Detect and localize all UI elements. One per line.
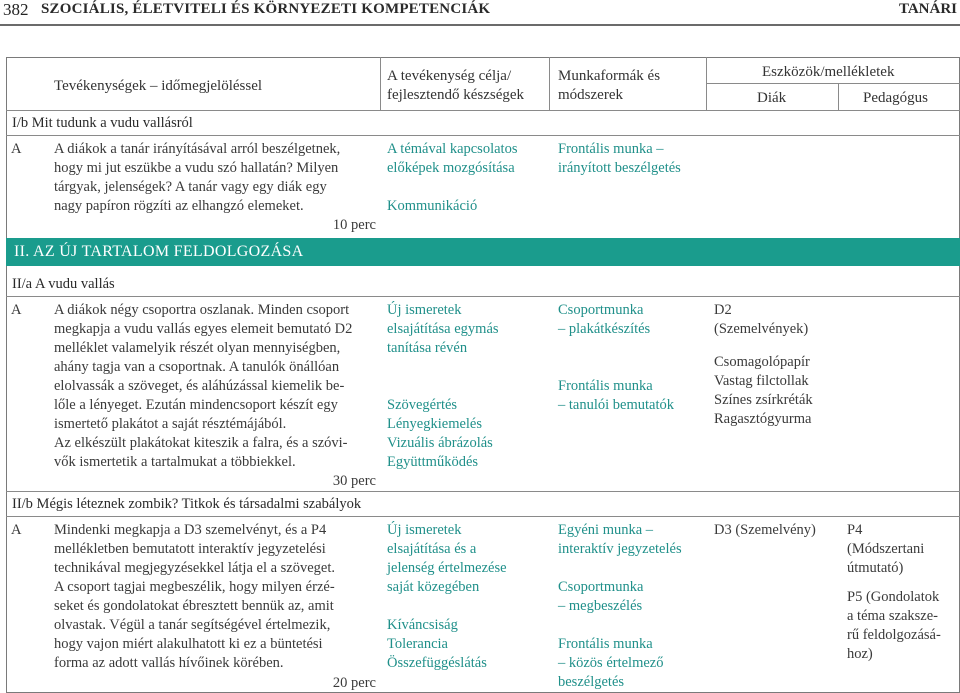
- section-2a-title: II/a A vudu vallás: [12, 276, 115, 292]
- goal-line: Kommunikáció: [387, 198, 478, 214]
- tool-line: D3 (Szemelvény): [714, 522, 816, 538]
- tool-line: D2: [714, 302, 732, 318]
- goal-line: jelenség értelmezése: [387, 560, 507, 576]
- activity-line: nagy papíron rögzíti az elhangzó elemeket.: [54, 198, 304, 214]
- header-goal-line1: A tevékenység célja/: [387, 68, 512, 84]
- goal-line: elsajátítása és a: [387, 541, 477, 557]
- activity-line: vők ismertetik a tartalmukat a többiekkel.: [54, 454, 296, 470]
- section-2a-divider: [6, 296, 960, 297]
- activity-time: 10 perc: [332, 217, 376, 233]
- goal-line: Összefüggéslátás: [387, 655, 487, 671]
- page-header: [0, 0, 960, 22]
- method-line: – plakátkészítés: [558, 321, 651, 337]
- page-label-right: TANÁRI: [898, 1, 957, 17]
- section-banner: [6, 238, 960, 266]
- banner-title: II. AZ ÚJ TARTALOM FELDOLGOZÁSA: [14, 243, 304, 260]
- activity-line: Az elkészült plakátokat kiteszik a falra, és a szóvi-: [54, 435, 348, 451]
- section-1b-goal: [387, 140, 517, 216]
- method-line: Frontális munka: [558, 636, 653, 652]
- method-line: Csoportmunka: [558, 579, 644, 595]
- tool-line: P4: [847, 522, 863, 538]
- header-methods-line2: módszerek: [558, 87, 623, 103]
- header-col-divider-2: [549, 57, 550, 110]
- section-2b-marker: A: [11, 522, 22, 538]
- activity-line: megkapja a vudu vallás egyes elemeit bemutató D2: [54, 321, 353, 337]
- tool-line: (Szemelvények): [714, 321, 809, 337]
- method-line: – közös értelmező: [558, 655, 664, 671]
- activity-line: A diákok négy csoportra oszlanak. Minden csoport: [54, 302, 350, 318]
- tool-line: P5 (Gondolatok: [847, 589, 940, 605]
- tool-line: Színes zsírkréták: [714, 392, 813, 408]
- activity-line: forma az adott vallás hívőinek körében.: [54, 655, 284, 671]
- activity-line: ahány tagja van a csoportnak. A tanulók önállóan: [54, 359, 340, 375]
- tools-subheader-divider: [706, 83, 960, 84]
- header-goal-line2: fejlesztendő készségek: [387, 87, 525, 103]
- page-number: 382: [3, 0, 29, 19]
- header-student: Diák: [757, 90, 787, 106]
- activity-line: A diákok a tanár irányításával arról beszélgetnek,: [54, 141, 341, 157]
- method-line: interaktív jegyzetelés: [558, 541, 682, 557]
- goal-line: Vizuális ábrázolás: [387, 435, 493, 451]
- goal-line: Szövegértés: [387, 397, 458, 413]
- method-line: irányított beszélgetés: [558, 160, 681, 176]
- header-col-divider-4: [838, 83, 839, 110]
- section-2a-activity: [54, 301, 376, 491]
- method-line: Egyéni munka –: [558, 522, 654, 538]
- section-1b-divider: [6, 135, 960, 136]
- header-rule: [0, 24, 960, 26]
- section-2b-methods: [558, 521, 682, 692]
- activity-line: A csoport tagjai megbeszélik, hogy milyen érzé-: [54, 579, 335, 595]
- goal-line: Új ismeretek: [387, 302, 462, 318]
- activity-line: Mindenki megkapja a D3 szemelvényt, és a P4: [54, 522, 327, 538]
- method-line: – megbeszélés: [558, 598, 643, 614]
- header-col-divider-1: [380, 57, 381, 110]
- method-line: Frontális munka –: [558, 141, 664, 157]
- section-1b-title: I/b Mit tudunk a vudu vallásról: [12, 115, 193, 131]
- goal-line: tanítása révén: [387, 340, 468, 356]
- goal-line: A témával kapcsolatos: [387, 141, 518, 157]
- activity-line: melléklet valamelyik részét olyan mennyiségben,: [54, 340, 341, 356]
- page-title: SZOCIÁLIS, ÉLETVITELI ÉS KÖRNYEZETI KOMPETENCIÁK: [41, 1, 491, 17]
- header-col-divider-3: [706, 57, 707, 110]
- section-1b-marker: A: [11, 141, 22, 157]
- header-bottom-divider: [6, 110, 960, 111]
- activity-line: elolvassák a szöveget, és aláhúzással kiemelik be-: [54, 378, 345, 394]
- section-2b-teacher-tools: [847, 521, 941, 664]
- header-tools: Eszközök/mellékletek: [762, 64, 895, 80]
- section-2b-student-tools: [714, 521, 816, 540]
- tool-line: rű feldolgozásá-: [847, 627, 941, 643]
- activity-line: hogy vajon miért alakulhatott ki ez a büntetési: [54, 636, 323, 652]
- goal-line: Új ismeretek: [387, 522, 462, 538]
- goal-line: saját közegében: [387, 579, 480, 595]
- method-line: – tanulói bemutatók: [558, 397, 674, 413]
- method-line: Csoportmunka: [558, 302, 644, 318]
- section-2b-top-divider: [6, 491, 960, 492]
- section-2b-divider: [6, 516, 960, 517]
- section-2a-student-tools: [714, 301, 813, 429]
- activity-time: 30 perc: [332, 473, 376, 489]
- section-2a-goal: [387, 301, 499, 472]
- activity-line: tárgyak, jelenségek? A tanár vagy egy diák egy: [54, 179, 327, 195]
- tool-line: Ragasztógyurma: [714, 411, 812, 427]
- section-2b-title: II/b Mégis léteznek zombik? Titkok és társadalmi szabályok: [12, 496, 362, 512]
- section-1b-methods: [558, 140, 681, 178]
- goal-line: Lényegkiemelés: [387, 416, 483, 432]
- tool-line: Vastag filctollak: [714, 373, 809, 389]
- goal-line: Együttműködés: [387, 454, 479, 470]
- tool-line: (Módszertani: [847, 541, 925, 557]
- header-teacher: Pedagógus: [863, 90, 928, 106]
- activity-time: 20 perc: [332, 675, 376, 691]
- method-line: Frontális munka: [558, 378, 653, 394]
- section-2b-activity: [54, 521, 376, 693]
- goal-line: Tolerancia: [387, 636, 448, 652]
- activity-line: hogy mi jut eszükbe a vudu szó hallatán? Milyen: [54, 160, 339, 176]
- header-methods-line1: Munkaformák és: [558, 68, 661, 84]
- tool-line: útmutató): [847, 560, 904, 576]
- tool-line: Csomagolópapír: [714, 354, 810, 370]
- section-1b-activity: [54, 140, 376, 235]
- activity-line: mellékletben bemutatott interaktív jegyzetelési: [54, 541, 326, 557]
- header-activities: Tevékenységek – időmegjelöléssel: [54, 78, 263, 94]
- goal-line: Kíváncsiság: [387, 617, 458, 633]
- activity-line: olvastak. Végül a tanár segítségével értelmezik,: [54, 617, 331, 633]
- activity-line: technikával megjegyzésekkel látja el a szöveget.: [54, 560, 336, 576]
- section-2b-goal: [387, 521, 507, 673]
- method-line: beszélgetés: [558, 674, 625, 690]
- tool-line: a téma szaksze-: [847, 608, 938, 624]
- section-2a-methods: [558, 301, 674, 415]
- activity-line: lőle a lényeget. Ezután mindencsoport készít egy: [54, 397, 338, 413]
- activity-line: seket és gondolatokat ébresztett bennük az, amit: [54, 598, 334, 614]
- section-2a-marker: A: [11, 302, 22, 318]
- goal-line: előképek mozgósítása: [387, 160, 515, 176]
- activity-line: ismertető plakátot a saját résztémájából.: [54, 416, 287, 432]
- goal-line: elsajátítása egymás: [387, 321, 499, 337]
- tool-line: hoz): [847, 646, 873, 662]
